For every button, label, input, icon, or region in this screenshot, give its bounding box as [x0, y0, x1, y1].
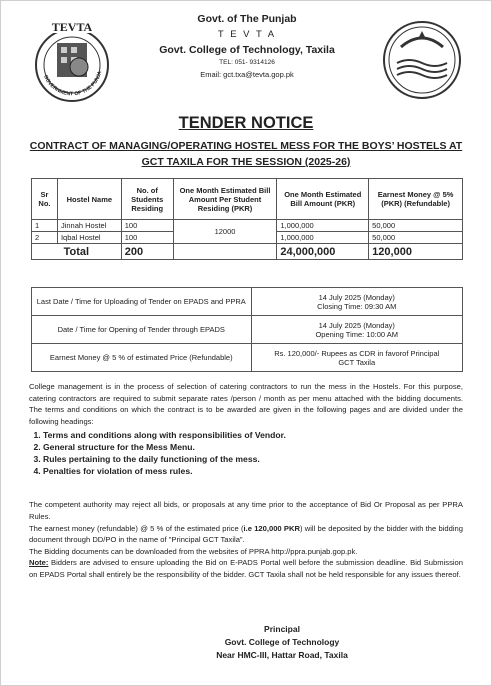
email-line: Email: gct.txa@tevta.gop.pk	[200, 70, 294, 79]
total-students: 200	[121, 244, 173, 260]
notice-body	[29, 381, 463, 581]
earnest-text-a: The earnest money (refundable) @ 5 % of the estimated price (	[29, 523, 244, 533]
college-name: Govt. College of Technology, Taxila	[159, 44, 335, 56]
total-earnest: 120,000	[369, 244, 463, 260]
table-row	[32, 220, 463, 232]
list-item: 2. General structure for the Mess Menu.	[43, 441, 463, 453]
schedule-value-line1: 14 July 2025 (Monday)	[318, 320, 395, 330]
earnest-text-c: ) will be deposited by the bidder with the bidding document through DD/PO in the name of "Principal GCT Taxila".	[29, 523, 463, 545]
intro-paragraph: College management is in the process of selection of catering contractors to run the mess in the Hostels. For this purpose, catering contractors are required to submit separate rates /person / month as per menu attached with the bidding documents. The terms and conditions on which the contract is to be awarded are given in the following pages and are divided under the following headings:	[29, 382, 463, 426]
schedule-value-line2: Opening Time: 10:00 AM	[315, 329, 399, 339]
letterhead	[21, 9, 473, 105]
schedule-value	[251, 316, 463, 344]
earnest-paragraph	[29, 523, 463, 546]
col-header-students: No. of Students Residing	[121, 179, 173, 220]
cell-students: 100	[121, 220, 173, 232]
schedule-table	[31, 287, 463, 372]
cell-earnest: 50,000	[369, 220, 463, 232]
download-paragraph: The Bidding documents can be downloaded from the websites of PPRA http://ppra.punjab.gop.pk.	[29, 546, 358, 556]
cell-bill: 1,000,000	[277, 232, 369, 244]
punjab-govt-logo	[379, 17, 465, 103]
cell-hostel: Iqbal Hostel	[57, 232, 121, 244]
rejection-paragraph: The competent authority may reject all bids, or proposals at any time prior to the acceptance of Bid Or Proposal as per PPRA Rules.	[29, 500, 463, 521]
schedule-value-line2: GCT Taxila	[338, 357, 376, 367]
letterhead-text	[121, 9, 373, 79]
cell-bill: 1,000,000	[277, 220, 369, 232]
schedule-value-line2: Closing Time: 09:30 AM	[317, 301, 397, 311]
cell-per-student: 12000	[173, 220, 277, 244]
tevta-logo	[29, 17, 115, 103]
col-header-per-student: One Month Estimated Bill Amount Per Student Residing (PKR)	[173, 179, 277, 220]
cell-students: 100	[121, 232, 173, 244]
signatory-title: Principal	[264, 624, 300, 634]
note-label: Note:	[29, 558, 49, 568]
schedule-value	[251, 288, 463, 316]
notice-subtitle: CONTRACT OF MANAGING/OPERATING HOSTEL MESS FOR THE BOYS’ HOSTELS AT GCT TAXILA FOR THE SESSION (2025-26)	[29, 140, 463, 168]
col-header-earnest: Earnest Money @ 5% (PKR) (Refundable)	[369, 179, 463, 220]
tevta-line: T E V T A	[217, 29, 277, 40]
schedule-label: Earnest Money @ 5 % of estimated Price (Refundable)	[32, 344, 252, 372]
schedule-label: Date / Time for Opening of Tender through EPADS	[32, 316, 252, 344]
cell-earnest: 50,000	[369, 232, 463, 244]
total-row	[32, 244, 463, 260]
schedule-label: Last Date / Time for Uploading of Tender on EPADS and PPRA	[32, 288, 252, 316]
total-per-student-empty	[173, 244, 277, 260]
earnest-amount: i.e 120,000 PKR	[243, 523, 300, 533]
headings-list	[29, 429, 463, 477]
note-text: Bidders are advised to ensure uploading the Bid on E-PADS Portal well before the submission deadline. Bid Submission on EPADS Portal shall entirely be the responsibility of the bidder. GCT Taxila shall not be held responsible for any issues thereof.	[29, 558, 463, 579]
schedule-row	[32, 316, 463, 344]
phone-line: TEL: 051- 9314126	[219, 59, 275, 66]
hostel-estimate-table	[31, 178, 463, 260]
schedule-row	[32, 344, 463, 372]
list-item: 1. Terms and conditions along with responsibilities of Vendor.	[43, 429, 463, 441]
signatory-college: Govt. College of Technology	[224, 637, 340, 647]
col-header-bill: One Month Estimated Bill Amount (PKR)	[277, 179, 369, 220]
cell-hostel: Jinnah Hostel	[57, 220, 121, 232]
list-item: 3. Rules pertaining to the daily functioning of the mess.	[43, 453, 463, 465]
schedule-value	[251, 344, 463, 372]
tevta-logo-ring-text: GOVERNMENT OF THE PUNJA	[42, 70, 104, 98]
govt-line: Govt. of The Punjab	[197, 13, 297, 25]
schedule-value-line1: Rs. 120,000/- Rupees as CDR in favorof Principal	[274, 348, 440, 358]
signature-block	[1, 623, 491, 662]
col-header-hostel: Hostel Name	[57, 179, 121, 220]
list-item: 4. Penalties for violation of mess rules.	[43, 465, 463, 477]
schedule-value-line1: 14 July 2025 (Monday)	[318, 292, 395, 302]
cell-sr: 1	[32, 220, 58, 232]
tevta-logo-text: TEVTA	[51, 20, 93, 34]
total-bill: 24,000,000	[277, 244, 369, 260]
schedule-row	[32, 288, 463, 316]
signatory-address: Near HMC-III, Hattar Road, Taxila	[216, 650, 348, 660]
cell-sr: 2	[32, 232, 58, 244]
col-header-sr: Sr No.	[32, 179, 58, 220]
total-label: Total	[32, 244, 122, 260]
note-paragraph	[29, 557, 463, 580]
page-title: TENDER NOTICE	[178, 114, 314, 132]
